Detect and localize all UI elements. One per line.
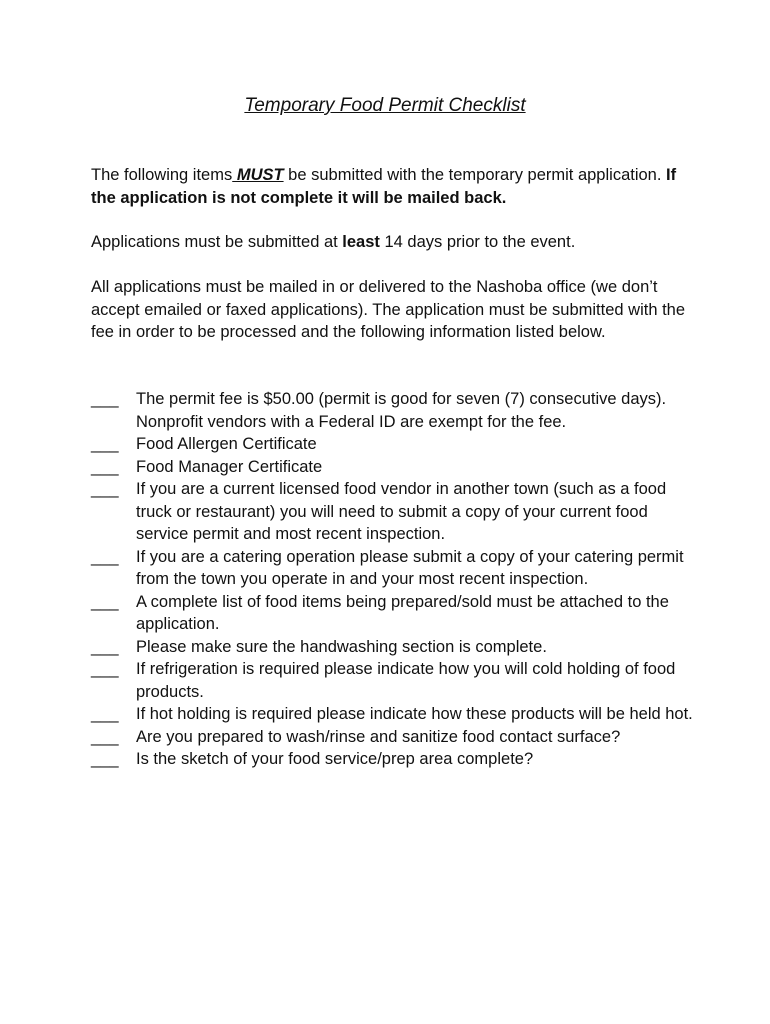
- checklist-item: [91, 591, 701, 636]
- checklist-item-text: If you are a current licensed food vendor in another town (such as a food truck or restaurant) you will need to submit a copy of your current food service permit and most recent inspection.: [136, 480, 667, 543]
- checkbox-blank: ___: [91, 480, 119, 498]
- checklist-item: [91, 726, 701, 749]
- must-emphasis: MUST: [232, 166, 284, 184]
- checkbox-blank: ___: [91, 750, 119, 768]
- document-title: Temporary Food Permit Checklist: [244, 95, 526, 116]
- checklist-item: [91, 388, 701, 433]
- checklist: [91, 388, 701, 771]
- checklist-item: [91, 456, 701, 479]
- instructions-paragraph: All applications must be mailed in or delivered to the Nashoba office (we don’t accept emailed or faxed applications). The application must be submitted with the fee in order to be processed and the following information listed below.: [91, 278, 686, 341]
- checklist-item-text: If hot holding is required please indicate how these products will be held hot.: [136, 705, 693, 723]
- least-emphasis: least: [342, 233, 380, 251]
- checkbox-blank: ___: [91, 547, 119, 566]
- checklist-item: [91, 546, 701, 591]
- intro-paragraph: [91, 164, 691, 209]
- checklist-item-text: The permit fee is $50.00 (permit is good for seven (7) consecutive days). Nonprofit vendors with a Federal ID are exempt for the fee.: [136, 390, 667, 431]
- checklist-item-text: If you are a catering operation please submit a copy of your catering permit from the town you operate in and your most recent inspection.: [136, 547, 684, 588]
- checklist-item-text: A complete list of food items being prepared/sold must be attached to the application.: [136, 592, 669, 633]
- checkbox-blank: ___: [91, 592, 119, 611]
- checklist-item-text: Food Allergen Certificate: [136, 435, 317, 453]
- checkbox-blank: ___: [91, 727, 119, 746]
- checklist-item-text: Is the sketch of your food service/prep area complete?: [136, 750, 534, 768]
- checkbox-blank: ___: [91, 660, 119, 678]
- checkbox-blank: ___: [91, 637, 119, 656]
- deadline-paragraph: [91, 231, 691, 254]
- deadline-text-1: Applications must be submitted at: [91, 233, 343, 251]
- checklist-item-text: If refrigeration is required please indicate how you will cold holding of food products.: [136, 660, 676, 701]
- checklist-item: [91, 478, 701, 546]
- checklist-item: [91, 636, 701, 659]
- checkbox-blank: ___: [91, 457, 119, 476]
- checkbox-blank: ___: [91, 390, 119, 408]
- checklist-item-text: Please make sure the handwashing section is complete.: [136, 637, 547, 656]
- checklist-item-text: Are you prepared to wash/rinse and sanitize food contact surface?: [136, 727, 621, 746]
- checklist-item: [91, 658, 701, 703]
- checkbox-blank: ___: [91, 705, 119, 723]
- checklist-item: [91, 433, 701, 456]
- intro-text-1: The following items: [91, 166, 233, 184]
- intro-text-2: be submitted with the temporary permit application.: [283, 166, 667, 184]
- deadline-text-2: 14 days prior to the event.: [379, 233, 576, 251]
- checklist-item: [91, 748, 701, 771]
- checklist-item: [91, 703, 701, 726]
- mailed-back-warning: If the application is not complete it will be mailed back.: [91, 166, 677, 207]
- checkbox-blank: ___: [91, 435, 119, 453]
- checklist-item-text: Food Manager Certificate: [136, 457, 323, 476]
